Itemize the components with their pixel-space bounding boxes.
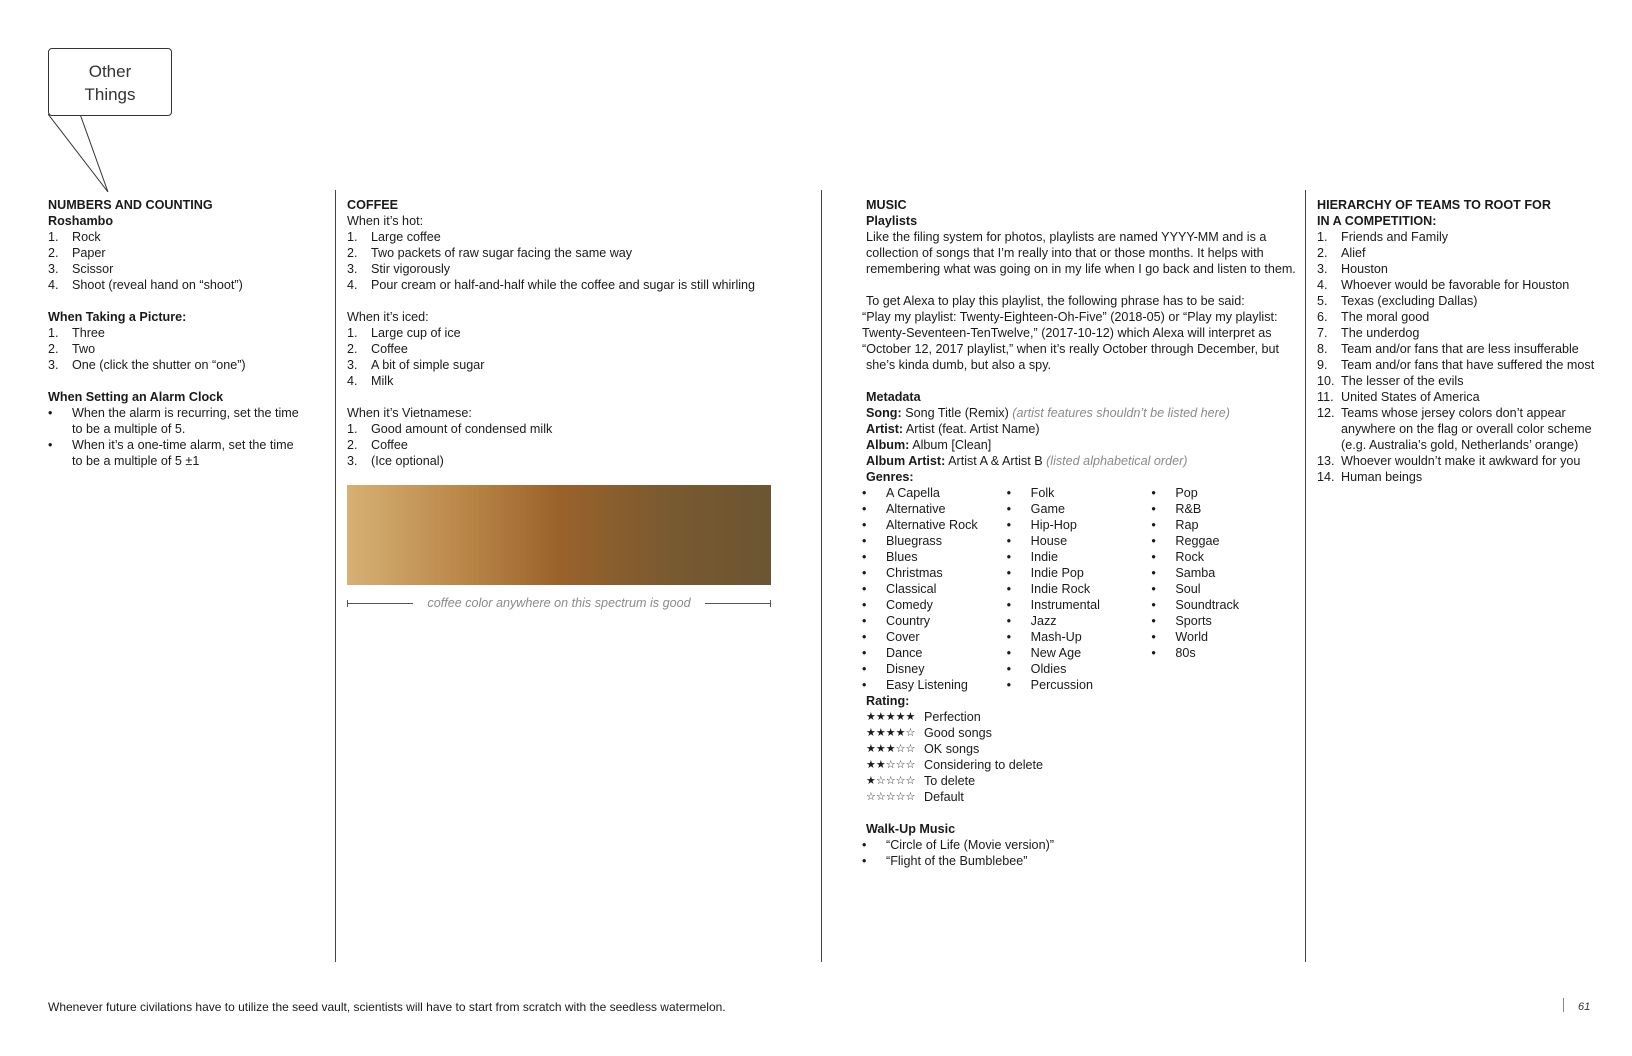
list-item: • When the alarm is recurring, set the time to be a multiple of 5. [48,406,299,436]
walkup-list [862,837,1296,869]
list-item: 2. Two packets of raw sugar facing the same way [347,246,633,260]
rating-stars: ★★☆☆☆ [866,759,916,771]
vietnamese-heading: When it’s Vietnamese: [347,406,472,420]
playlists-heading: Playlists [866,214,918,228]
genre-item: • Mash-Up [1006,630,1082,644]
hierarchy-list [1317,229,1617,485]
speech-bubble-tail [48,108,118,192]
bubble-text-line-1: Other [88,62,132,81]
list-item: 13. Whoever wouldn’t make it awkward for you [1317,454,1581,468]
column-divider [821,190,822,962]
rating-row [866,757,1296,773]
music-section [862,197,1296,869]
rating-heading: Rating: [866,694,910,708]
numbers-section [48,197,318,469]
hot-heading: When it’s hot: [347,214,424,228]
genre-item: • World [1151,630,1209,644]
list-item: 2. Paper [48,246,106,260]
rating-row [866,773,1296,789]
genre-item: • Country [862,614,931,628]
genres-list [862,485,1296,693]
metadata-heading: Metadata [866,390,921,404]
rating-stars: ★☆☆☆☆ [866,775,916,787]
genres-column [1007,485,1152,693]
metadata-artist: Artist: Artist (feat. Artist Name) [866,422,1040,436]
coffee-section [347,197,807,614]
genre-item: • Pop [1151,486,1198,500]
genre-item: • Percussion [1006,678,1093,692]
list-item: • When it’s a one-time alarm, set the time to be a multiple of 5 ±1 [48,438,294,468]
genre-item: • Oldies [1006,662,1067,676]
genre-item: • Hip-Hop [1006,518,1077,532]
roshambo-heading: Roshambo [48,214,114,228]
section-title: NUMBERS AND COUNTING [48,198,213,212]
rating-stars: ★★★★★ [866,711,916,723]
rating-row [866,709,1296,725]
roshambo-list [48,229,318,293]
spectrum-caption-text: coffee color anywhere on this spectrum is good [427,596,691,610]
genre-item: • Alternative Rock [862,518,978,532]
genre-item: • Cover [862,630,920,644]
list-item: 1. Large coffee [347,230,441,244]
genres-heading: Genres: [866,470,914,484]
coffee-color-spectrum [347,485,771,585]
footer-note: Whenever future civilations have to utilize the seed vault, scientists will have to start from scratch with the seedless watermelon. [48,1000,726,1014]
genre-item: • Reggae [1151,534,1220,548]
rating-label: Perfection [924,710,981,724]
genre-item: • House [1006,534,1068,548]
genre-item: • Easy Listening [862,678,968,692]
list-item: 2. Coffee [347,342,408,356]
section-title: COFFEE [347,198,399,212]
rating-label: Good songs [924,726,992,740]
rating-label: To delete [924,774,976,788]
column-divider [335,190,336,962]
rating-label: OK songs [924,742,980,756]
list-item: 3. Stir vigorously [347,262,451,276]
list-item: 3. (Ice optional) [347,454,444,468]
rating-stars: ★★★★☆ [866,727,916,739]
iced-list [347,325,807,389]
section-title: HIERARCHY OF TEAMS TO ROOT FOR [1317,198,1551,212]
list-item: 6. The moral good [1317,310,1430,324]
alarm-heading: When Setting an Alarm Clock [48,390,224,404]
playlists-paragraph: Like the filing system for photos, playlists are named YYYY-MM and is a collection of songs that I’m really into that or those months. It helps with remembering what was going on in my life when I go back and listen to them. [866,230,1296,276]
list-item: 12. Teams whose jersey colors don’t appear anywhere on the flag or overall color scheme (e.g. Australia’s gold, Netherlands’ orange) [1317,406,1592,452]
list-item: 1. Good amount of condensed milk [347,422,553,436]
list-item: 4. Pour cream or half-and-half while the coffee and sugar is still whirling [347,278,756,292]
metadata-album-artist: Album Artist: Artist A & Artist B (listed alphabetical order) [866,454,1188,468]
genre-item: • Game [1006,502,1065,516]
picture-list [48,325,318,373]
hot-list [347,229,807,293]
genre-item: • Indie Rock [1006,582,1091,596]
genre-item: • Dance [862,646,923,660]
genre-item: • Folk [1006,486,1055,500]
genre-item: • Rap [1151,518,1199,532]
genre-item: • Soul [1151,582,1201,596]
page-number-rule [1563,998,1564,1012]
section-title-line-2: IN A COMPETITION: [1317,214,1437,228]
genre-item: • Indie Pop [1006,566,1084,580]
list-item: 2. Two [48,342,96,356]
rating-row [866,725,1296,741]
list-item: 1. Three [48,326,105,340]
alarm-list [48,405,318,469]
rating-row [866,789,1296,805]
column-divider [1305,190,1306,962]
list-item: 5. Texas (excluding Dallas) [1317,294,1478,308]
list-item: 3. One (click the shutter on “one”) [48,358,246,372]
list-item: 4. Milk [347,374,394,388]
list-item: 10. The lesser of the evils [1317,374,1464,388]
genre-item: • Disney [862,662,925,676]
list-item: 3. A bit of simple sugar [347,358,485,372]
genre-item: • Jazz [1006,614,1057,628]
genre-item: • A Capella [862,486,940,500]
genre-item: • Instrumental [1006,598,1100,612]
genre-item: • Soundtrack [1151,598,1240,612]
genre-item: • Rock [1151,550,1205,564]
genres-column [862,485,1007,693]
list-item: 11. United States of America [1317,390,1480,404]
list-item: 3. Scissor [48,262,114,276]
alexa-paragraph: To get Alexa to play this playlist, the following phrase has to be said: “Play my playlist: Twenty-Eighteen-Oh-Five” (2018-05) or “Play my playlist: Twenty-Seventeen-TenTwelve,” (2017-10-12) which Alexa will interpret as “October 12, 2017 playlist,” when it’s really October through December, but she’s kinda dumb, but also a spy. [862,294,1279,372]
list-item: 8. Team and/or fans that are less insufferable [1317,342,1579,356]
page-number: 61 [1578,1001,1591,1013]
genres-column [1151,485,1296,693]
list-item: • “Circle of Life (Movie version)” [862,838,1054,852]
speech-bubble [48,48,172,116]
list-item: 1. Large cup of ice [347,326,461,340]
genre-item: • Alternative [862,502,946,516]
genre-item: • Classical [862,582,937,596]
genre-item: • Indie [1006,550,1058,564]
spectrum-caption [347,594,771,614]
list-item: 9. Team and/or fans that have suffered the most [1317,358,1595,372]
list-item: 3. Houston [1317,262,1388,276]
genre-item: • New Age [1006,646,1082,660]
list-item: 4. Whoever would be favorable for Houston [1317,278,1570,292]
list-item: 1. Friends and Family [1317,230,1449,244]
genre-item: • Samba [1151,566,1216,580]
rating-stars: ★★★☆☆ [866,743,916,755]
genre-item: • Comedy [862,598,933,612]
genre-item: • Blues [862,550,918,564]
genre-item: • 80s [1151,646,1196,660]
genre-item: • Christmas [862,566,943,580]
hierarchy-section [1317,197,1617,485]
picture-heading: When Taking a Picture: [48,310,187,324]
list-item: 7. The underdog [1317,326,1420,340]
genre-item: • Sports [1151,614,1212,628]
iced-heading: When it’s iced: [347,310,429,324]
rating-label: Considering to delete [924,758,1044,772]
caption-rule-right [705,603,771,604]
list-item: 2. Alief [1317,246,1366,260]
rating-list [866,709,1296,805]
metadata-song: Song: Song Title (Remix) (artist features shouldn’t be listed here) [866,406,1230,420]
rating-stars: ☆☆☆☆☆ [866,791,916,803]
genre-item: • Bluegrass [862,534,943,548]
bubble-text-line-2: Things [84,85,136,104]
rating-label: Default [924,790,964,804]
vietnamese-list [347,421,807,469]
list-item: 1. Rock [48,230,101,244]
genre-item: • R&B [1151,502,1202,516]
list-item: 4. Shoot (reveal hand on “shoot”) [48,278,243,292]
list-item: 2. Coffee [347,438,408,452]
metadata-album: Album: Album [Clean] [866,438,992,452]
list-item: 14. Human beings [1317,470,1423,484]
section-title: MUSIC [866,198,907,212]
list-item: • “Flight of the Bumblebee” [862,854,1028,868]
rating-row [866,741,1296,757]
walkup-heading: Walk-Up Music [866,822,956,836]
